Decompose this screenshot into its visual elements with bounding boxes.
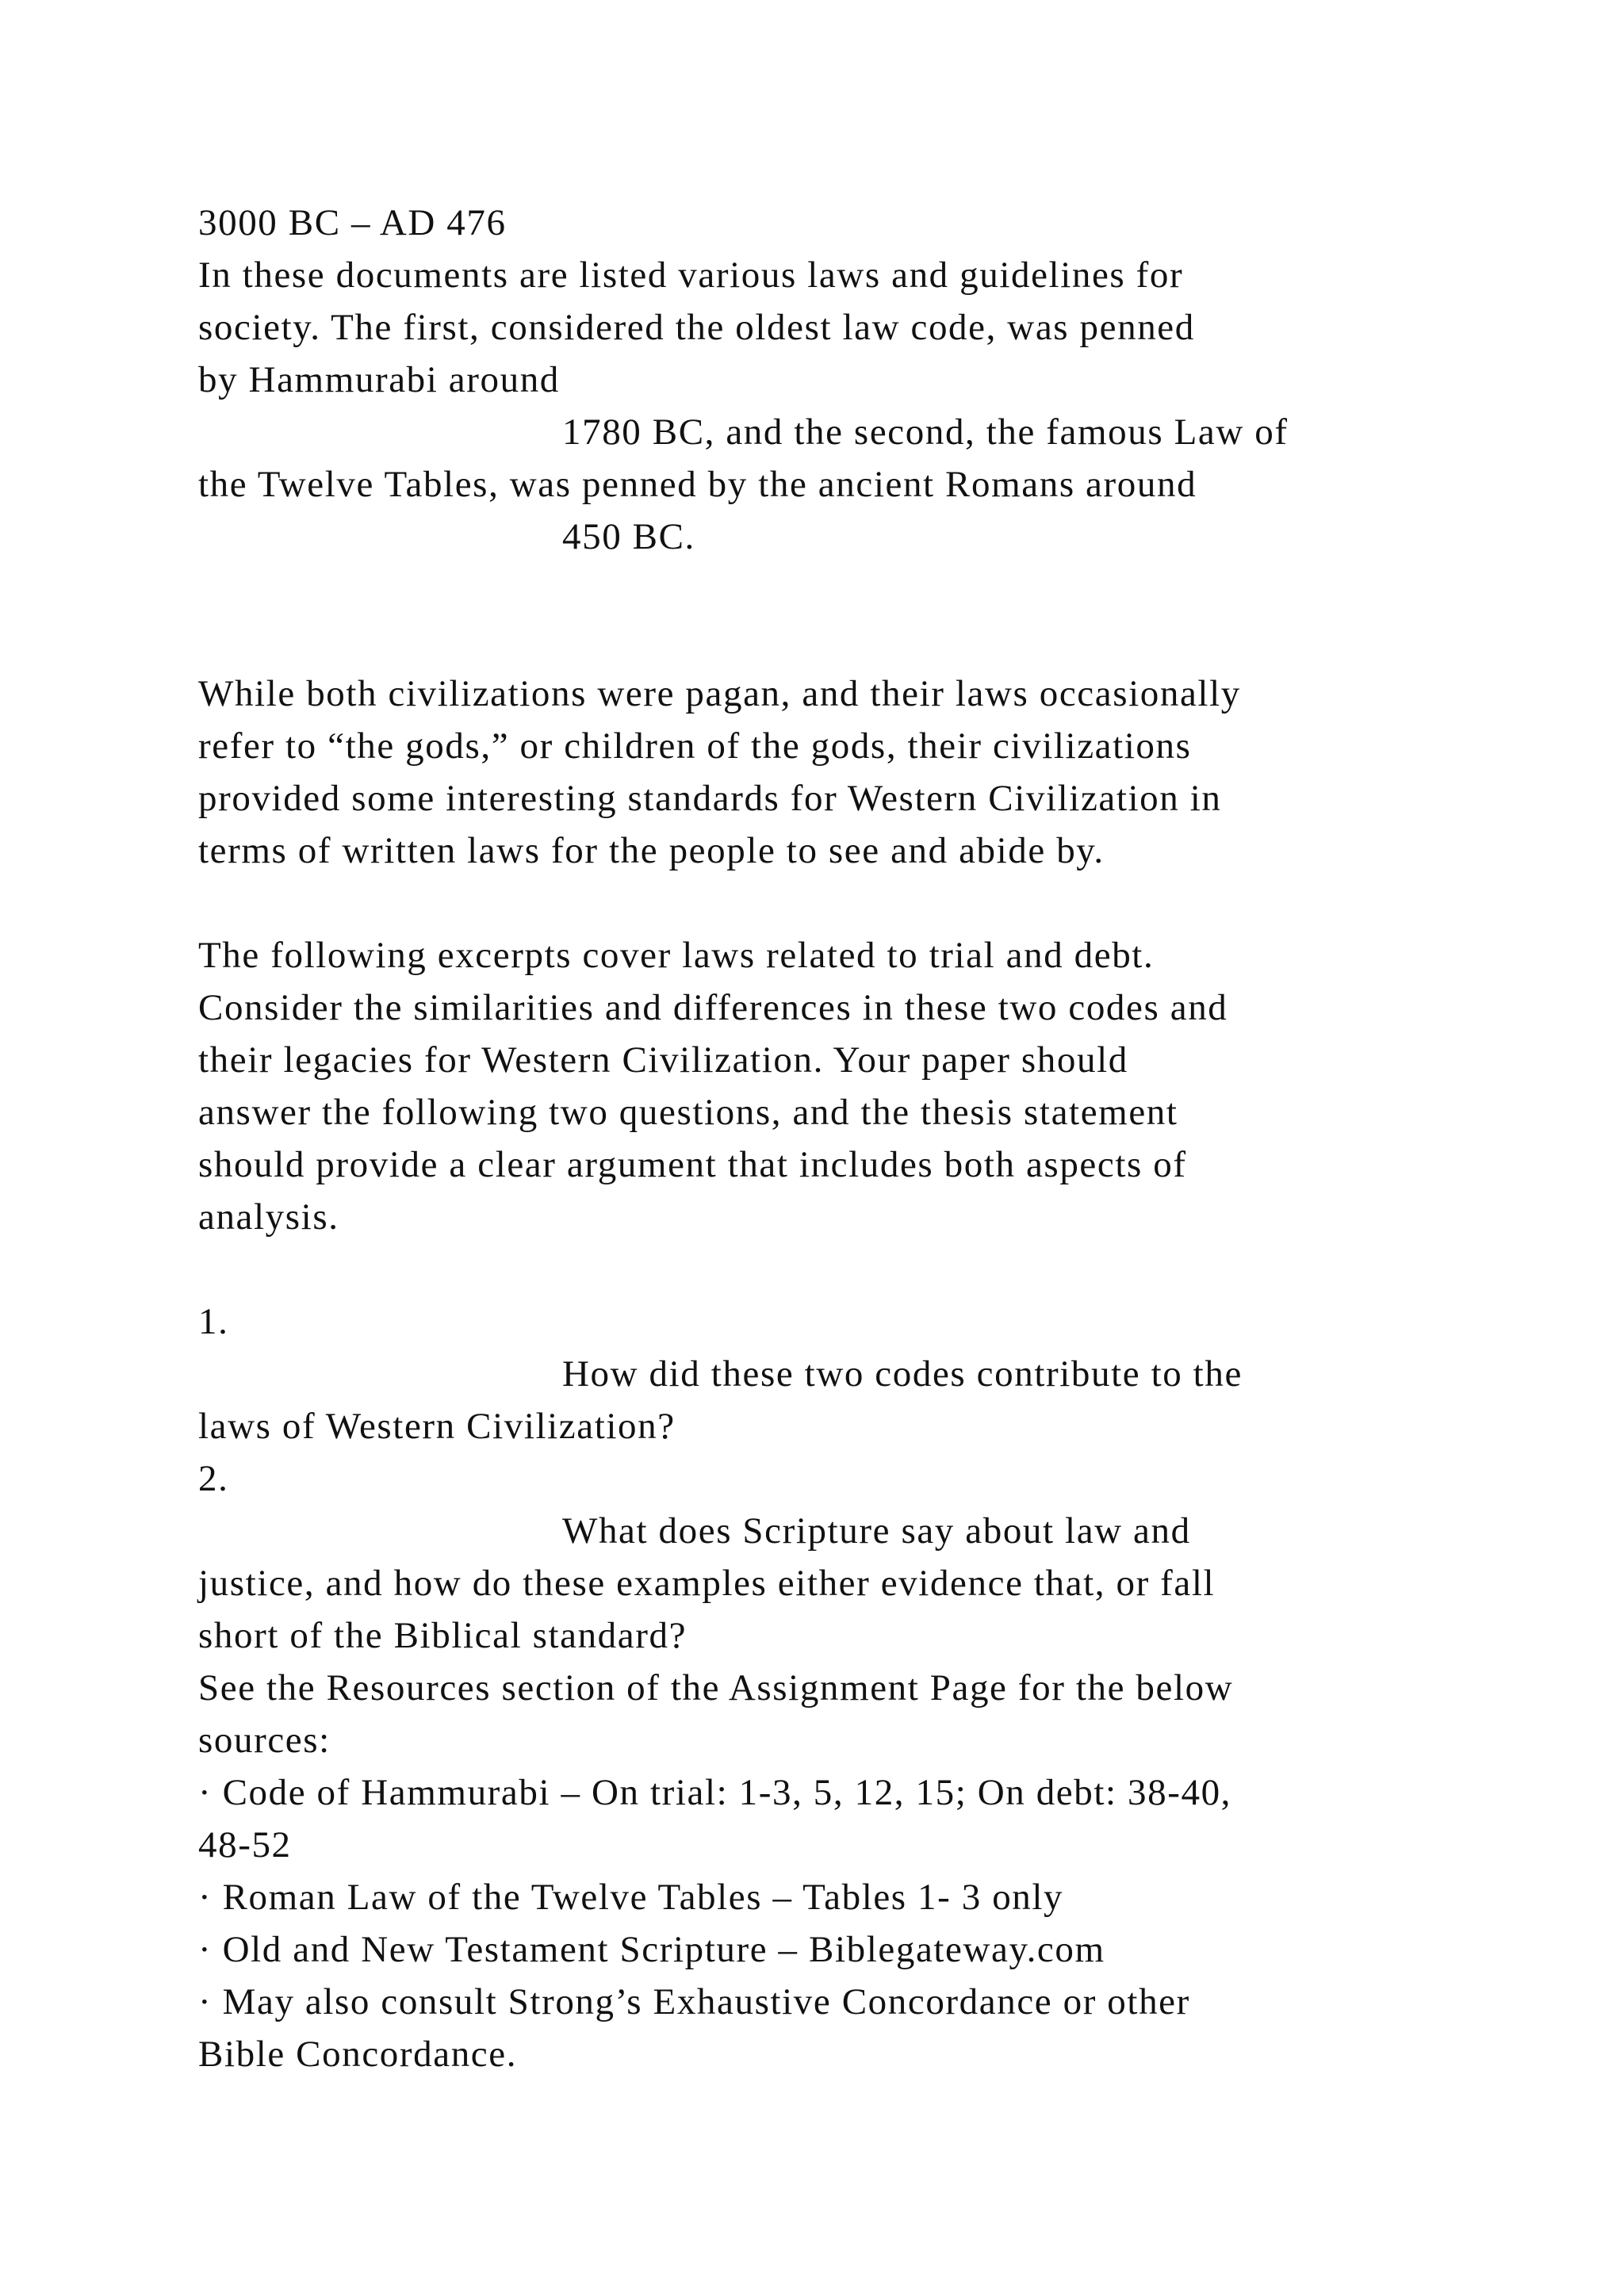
paragraph-line: analysis. bbox=[198, 1196, 339, 1238]
paragraph-line: their legacies for Western Civilization. Your paper should bbox=[198, 1039, 1128, 1081]
resource-item: Bible Concordance. bbox=[198, 2034, 518, 2075]
resource-item: · Code of Hammurabi – On trial: 1-3, 5, 12, 15; On debt: 38-40, bbox=[198, 1772, 1232, 1813]
intro-line: 1780 BC, and the second, the famous Law of bbox=[562, 411, 1289, 453]
intro-line: by Hammurabi around bbox=[198, 359, 560, 400]
paragraph-line: should provide a clear argument that includes both aspects of bbox=[198, 1144, 1187, 1185]
resource-item: 48-52 bbox=[198, 1824, 292, 1866]
paragraph-line: answer the following two questions, and the thesis statement bbox=[198, 1092, 1178, 1133]
paragraph-line: The following excerpts cover laws related to trial and debt. bbox=[198, 935, 1155, 976]
question-text: short of the Biblical standard? bbox=[198, 1615, 688, 1656]
intro-line: 450 BC. bbox=[562, 516, 695, 557]
question-text: laws of Western Civilization? bbox=[198, 1406, 676, 1447]
intro-line: society. The first, considered the oldest law code, was penned bbox=[198, 307, 1195, 348]
intro-line: In these documents are listed various laws and guidelines for bbox=[198, 254, 1184, 296]
question-text: How did these two codes contribute to the bbox=[562, 1353, 1243, 1395]
resources-intro: See the Resources section of the Assignment Page for the below bbox=[198, 1667, 1234, 1709]
intro-line: the Twelve Tables, was penned by the ancient Romans around bbox=[198, 464, 1197, 505]
question-text: What does Scripture say about law and bbox=[562, 1510, 1191, 1552]
date-range-heading: 3000 BC – AD 476 bbox=[198, 202, 507, 243]
resource-item: · May also consult Strong’s Exhaustive Concordance or other bbox=[198, 1981, 1190, 2022]
question-number: 1. bbox=[198, 1301, 229, 1342]
paragraph-line: terms of written laws for the people to see and abide by. bbox=[198, 830, 1105, 871]
paragraph-line: While both civilizations were pagan, and their laws occasionally bbox=[198, 673, 1241, 714]
question-text: justice, and how do these examples either evidence that, or fall bbox=[198, 1563, 1216, 1604]
resource-item: · Roman Law of the Twelve Tables – Tables 1- 3 only bbox=[198, 1877, 1064, 1918]
question-number: 2. bbox=[198, 1458, 229, 1499]
resources-intro: sources: bbox=[198, 1720, 331, 1761]
paragraph-line: provided some interesting standards for Western Civilization in bbox=[198, 778, 1222, 819]
paragraph-line: Consider the similarities and differences in these two codes and bbox=[198, 987, 1228, 1028]
resource-item: · Old and New Testament Scripture – Biblegateway.com bbox=[198, 1929, 1105, 1970]
paragraph-line: refer to “the gods,” or children of the gods, their civilizations bbox=[198, 725, 1192, 767]
